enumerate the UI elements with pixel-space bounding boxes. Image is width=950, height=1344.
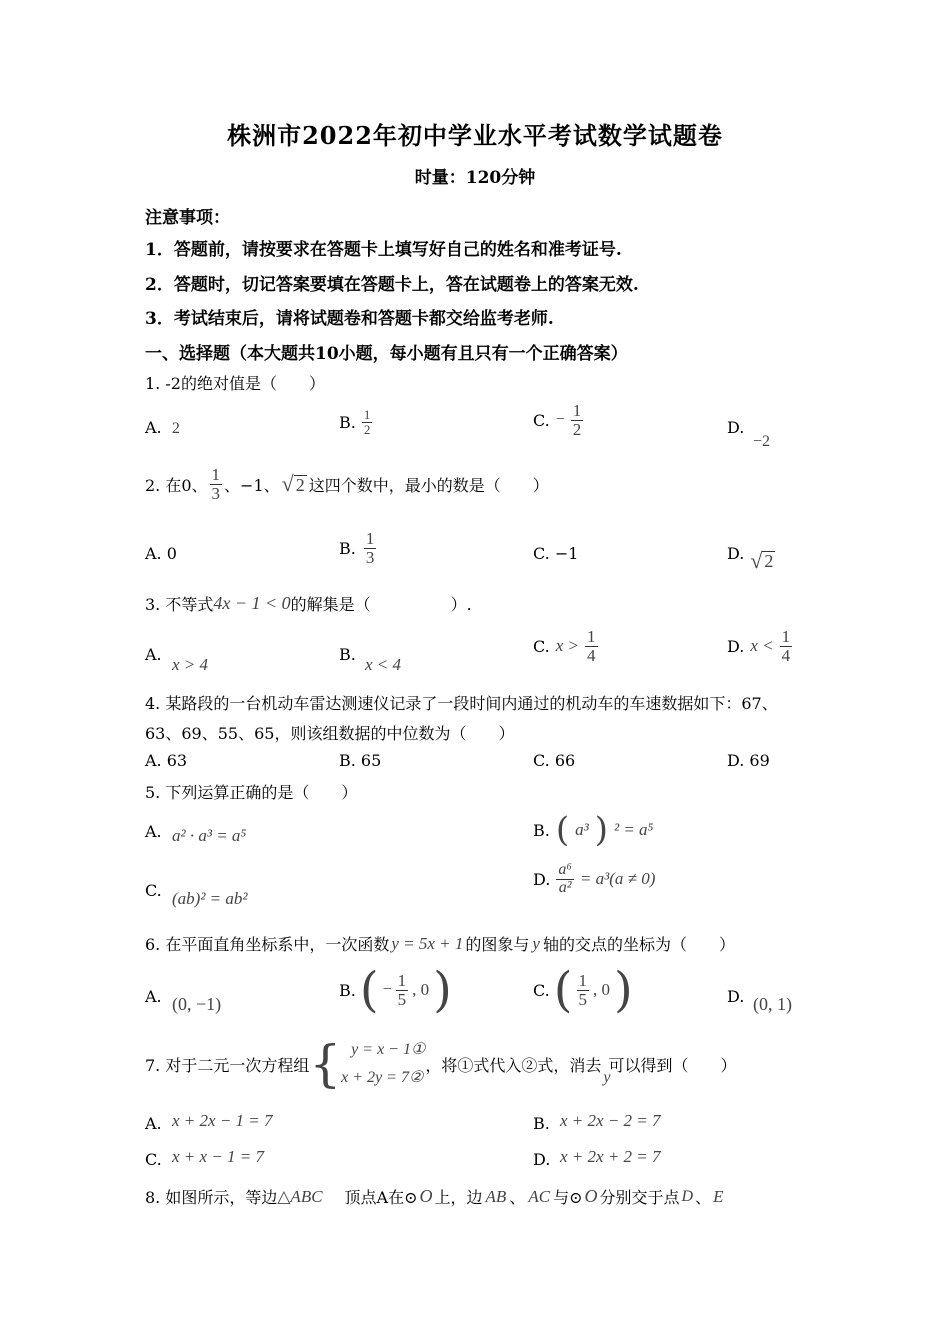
denominator: a² xyxy=(558,878,572,896)
q6-option-d-letter: D. xyxy=(727,987,745,1006)
q4-option-b: B. 65 xyxy=(339,751,382,770)
q6-option-a-letter: A. xyxy=(145,987,162,1006)
q7-option-c-letter: C. xyxy=(145,1150,162,1169)
question-7-stem xyxy=(145,1036,736,1092)
q7-option-a-value: x + 2x − 1 = 7 xyxy=(172,1111,273,1130)
q2-option-d xyxy=(727,544,775,572)
q3-option-a-letter: A. xyxy=(145,645,162,664)
variable-y: y xyxy=(532,933,540,953)
stem-text: 可以得到（ ） xyxy=(608,1055,737,1075)
exam-duration: 时量：120分钟 xyxy=(414,168,536,188)
q3-option-c xyxy=(533,628,598,665)
option-value: 2 xyxy=(171,420,180,437)
segment-ac: AC xyxy=(528,1186,551,1206)
minus-sign: − xyxy=(382,981,392,998)
option-letter: C. xyxy=(533,636,550,656)
function-expression: y = 5x + 1 xyxy=(391,933,464,953)
option-letter: A. xyxy=(145,418,162,437)
option-letter: B. xyxy=(339,538,356,558)
expression: , 0 xyxy=(593,980,610,999)
equation-1: y = x − 1① xyxy=(351,1041,426,1058)
option-letter: C. xyxy=(533,410,550,430)
triangle-label: △ABC xyxy=(277,1186,323,1206)
expression: = a³(a ≠ 0) xyxy=(579,869,656,889)
expression: x < xyxy=(750,636,774,656)
q5-option-c-value: (ab)² = ab² xyxy=(172,889,248,908)
left-paren: ( xyxy=(555,810,570,850)
question-1-stem: 1. -2的绝对值是（ ） xyxy=(145,374,325,393)
option-letter: B. xyxy=(339,980,356,1000)
square-root: √ 2 xyxy=(281,471,305,497)
numerator: 1 xyxy=(365,529,375,548)
denominator: 4 xyxy=(781,645,791,665)
inequality: 4x − 1 < 0 xyxy=(213,593,291,613)
q1-option-d-value: −2 xyxy=(753,433,771,450)
option-letter: D. xyxy=(727,636,745,656)
fraction xyxy=(571,402,584,439)
numerator: 1 xyxy=(572,401,582,420)
denominator: 3 xyxy=(211,483,221,503)
q5-option-a-value: a² · a³ = a⁵ xyxy=(172,826,247,845)
fraction xyxy=(780,628,793,665)
q1-option-c xyxy=(533,402,583,439)
option-letter: B. xyxy=(339,412,356,432)
stem-text: 分别交于点 xyxy=(599,1188,680,1207)
stem-text: 顶点A在⊙ xyxy=(344,1188,418,1207)
right-paren: ) xyxy=(594,810,608,850)
q1-option-a xyxy=(145,418,180,438)
denominator: 4 xyxy=(587,645,596,665)
stem-text: 、 xyxy=(695,1188,712,1207)
numerator: 1 xyxy=(211,465,221,484)
stem-text: 8. 如图所示，等边 xyxy=(145,1188,278,1207)
option-letter: B. xyxy=(533,820,550,840)
stem-text: 6. 在平面直角坐标系中，一次函数 xyxy=(145,935,390,954)
equation-system xyxy=(341,1036,425,1092)
right-paren: ) xyxy=(614,962,633,1018)
denominator: 3 xyxy=(365,547,375,567)
stem-text: 的解集是（ ）. xyxy=(290,595,472,614)
q7-option-b-letter: B. xyxy=(533,1114,550,1133)
variable-y: y xyxy=(603,1069,611,1086)
stem-text: 这四个数中，最小的数是（ ） xyxy=(308,475,549,495)
fraction xyxy=(396,972,409,1009)
option-letter: C. xyxy=(533,980,550,1000)
q5-option-a-letter: A. xyxy=(145,822,162,841)
stem-text: 7. 对于二元一次方程组 xyxy=(145,1055,310,1075)
segment-ab: AB xyxy=(485,1186,507,1206)
equation-2: x + 2y = 7② xyxy=(341,1069,424,1086)
minus-sign: − xyxy=(555,411,565,429)
numerator: 1 xyxy=(578,970,587,990)
q3-option-a-value: x > 4 xyxy=(172,655,209,674)
left-paren: ( xyxy=(553,962,573,1018)
q5-option-c-letter: C. xyxy=(145,881,162,900)
q6-option-c xyxy=(533,962,633,1018)
stem-text: 2. 在0、 xyxy=(145,475,208,495)
question-2-stem xyxy=(145,466,549,503)
stem-text: 与⊙ xyxy=(553,1188,583,1207)
q5-option-d xyxy=(533,862,655,897)
q7-option-d-letter: D. xyxy=(533,1150,551,1169)
q4-option-d: D. 69 xyxy=(727,751,770,770)
q7-option-d-value: x + 2x + 2 = 7 xyxy=(560,1147,661,1166)
q6-option-d-value: (0, 1) xyxy=(753,994,792,1014)
stem-text: 、 xyxy=(509,1188,526,1207)
stem-text: 轴的交点的坐标为（ ） xyxy=(542,935,735,954)
numerator: 1 xyxy=(363,407,371,422)
question-4-line-1: 4. 某路段的一台机动车雷达测速仪记录了一段时间内通过的机动车的车速数据如下：67、 xyxy=(145,694,778,713)
q6-option-a-value: (0, −1) xyxy=(172,994,222,1014)
point-e: E xyxy=(713,1186,724,1206)
option-letter: D. xyxy=(727,544,745,563)
q7-option-b-value: x + 2x − 2 = 7 xyxy=(560,1111,661,1130)
q5-option-b xyxy=(533,810,654,850)
stem-text: 上，边 xyxy=(434,1188,483,1207)
stem-text: 3. 不等式 xyxy=(145,595,214,614)
q4-option-a: A. 63 xyxy=(145,751,188,770)
radicand: 2 xyxy=(295,474,305,495)
question-8-stem xyxy=(145,1185,725,1208)
numerator: 1 xyxy=(397,970,407,990)
fraction xyxy=(210,466,223,503)
note-item-3: 3．考试结束后，请将试题卷和答题卡都交给监考老师. xyxy=(145,309,554,329)
numerator: 1 xyxy=(781,627,791,646)
question-4-line-2: 63、69、55、65，则该组数据的中位数为（ ） xyxy=(145,724,515,743)
notes-heading: 注意事项： xyxy=(145,208,230,228)
expression: ² = a⁵ xyxy=(613,820,654,839)
q2-option-a: A. 0 xyxy=(145,544,177,563)
question-5-stem: 5. 下列运算正确的是（ ） xyxy=(145,783,358,802)
q7-option-a-letter: A. xyxy=(145,1114,162,1133)
stem-text: ，将①式代入②式，消去 xyxy=(425,1055,602,1075)
right-paren: ) xyxy=(433,962,452,1018)
question-6-stem xyxy=(145,932,735,955)
q3-option-d xyxy=(727,628,792,665)
point-d: D xyxy=(681,1187,694,1205)
question-3-stem xyxy=(145,592,472,615)
q3-option-b-letter: B. xyxy=(339,645,356,664)
radicand: 2 xyxy=(764,551,774,572)
denominator: 2 xyxy=(363,421,371,437)
q2-option-b xyxy=(339,530,376,567)
q2-option-c: C. −1 xyxy=(533,544,579,563)
q4-option-c: C. 66 xyxy=(533,751,576,770)
note-item-2: 2．答题时，切记答案要填在答题卡上，答在试题卷上的答案无效. xyxy=(145,275,639,295)
expression: , 0 xyxy=(412,980,430,999)
denominator: 5 xyxy=(397,989,407,1009)
numerator: a⁶ xyxy=(558,861,572,878)
numerator: 1 xyxy=(587,627,596,646)
q6-option-b xyxy=(339,962,452,1018)
expression: a³ xyxy=(575,820,589,839)
q7-option-c-value: x + x − 1 = 7 xyxy=(172,1147,265,1166)
fraction xyxy=(577,972,590,1009)
circle-label: O xyxy=(584,1186,598,1206)
option-letter: D. xyxy=(533,869,551,889)
denominator: 5 xyxy=(578,989,587,1009)
q1-option-b xyxy=(339,408,372,436)
square-root: √ 2 xyxy=(750,548,774,573)
denominator: 2 xyxy=(572,419,582,439)
note-item-1: 1．答题前，请按要求在答题卡上填写好自己的姓名和准考证号. xyxy=(145,240,622,260)
system-brace: { xyxy=(309,1035,342,1093)
circle-label: O xyxy=(419,1186,433,1206)
q1-option-d-letter: D. xyxy=(727,418,745,437)
expression: x > xyxy=(555,636,580,656)
section-heading: 一、选择题（本大题共10小题，每小题有且只有一个正确答案） xyxy=(145,344,628,364)
fraction xyxy=(585,628,598,665)
fraction xyxy=(364,530,377,567)
fraction xyxy=(556,862,574,897)
fraction xyxy=(362,408,373,436)
q3-option-b-value: x < 4 xyxy=(365,655,402,674)
stem-text: 、−1、 xyxy=(224,475,280,495)
stem-text: 的图象与 xyxy=(465,935,530,954)
left-paren: ( xyxy=(359,962,379,1018)
page-title: 株洲市2022年初中学业水平考试数学试题卷 xyxy=(227,121,723,150)
